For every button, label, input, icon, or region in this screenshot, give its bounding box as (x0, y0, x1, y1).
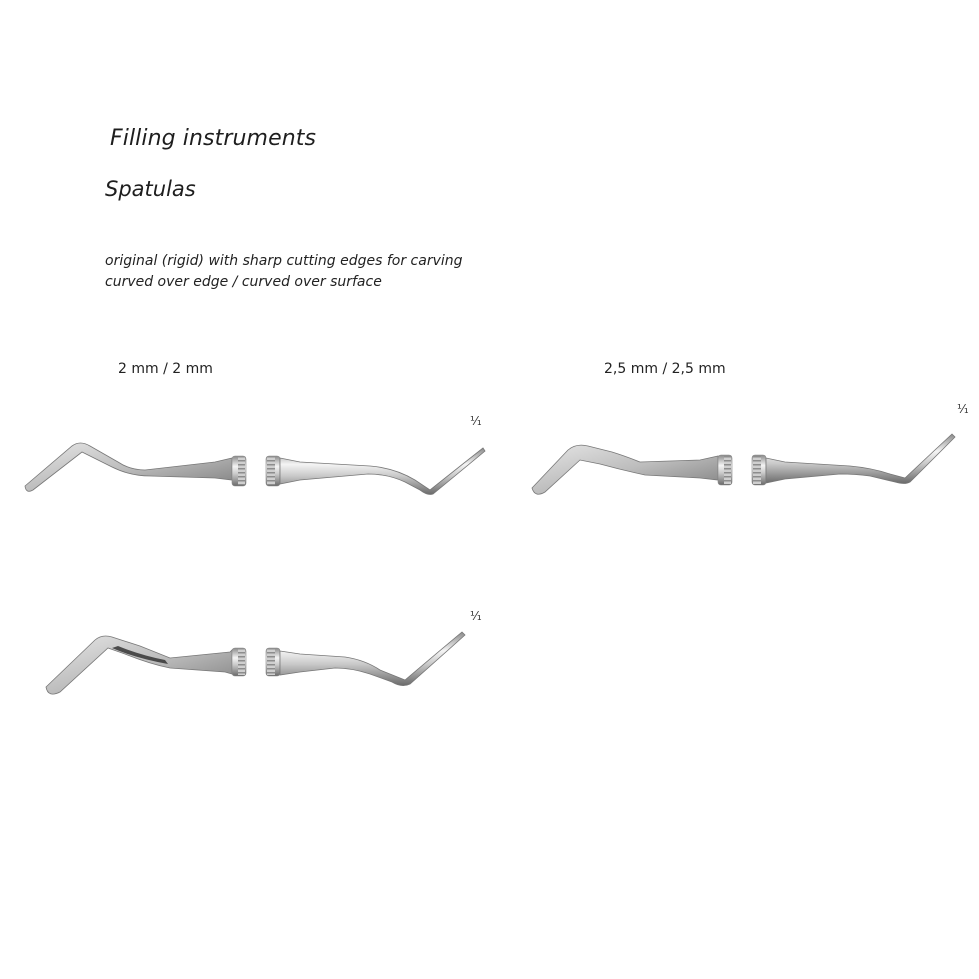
instrument-3-scale-label: ⅟₁ (470, 609, 482, 623)
section-subtitle: Spatulas (105, 177, 196, 201)
instrument-1-scale-label: ⅟₁ (470, 414, 482, 428)
instrument-2-right (752, 434, 955, 485)
instrument-2-size-label: 2,5 mm / 2,5 mm (604, 361, 726, 377)
description-line-1: original (rigid) with sharp cutting edges for carving (105, 253, 463, 269)
description-line-2: curved over edge / curved over surface (105, 274, 382, 290)
instrument-3-left (46, 636, 246, 694)
instrument-1-right (266, 448, 485, 495)
page-title: Filling instruments (110, 126, 317, 151)
instrument-2-scale-label: ⅟₁ (957, 402, 969, 416)
instrument-2-left (532, 445, 732, 494)
instrument-1-size-label: 2 mm / 2 mm (118, 361, 213, 377)
instrument-1-left (25, 443, 246, 491)
instrument-3-right (266, 632, 465, 686)
